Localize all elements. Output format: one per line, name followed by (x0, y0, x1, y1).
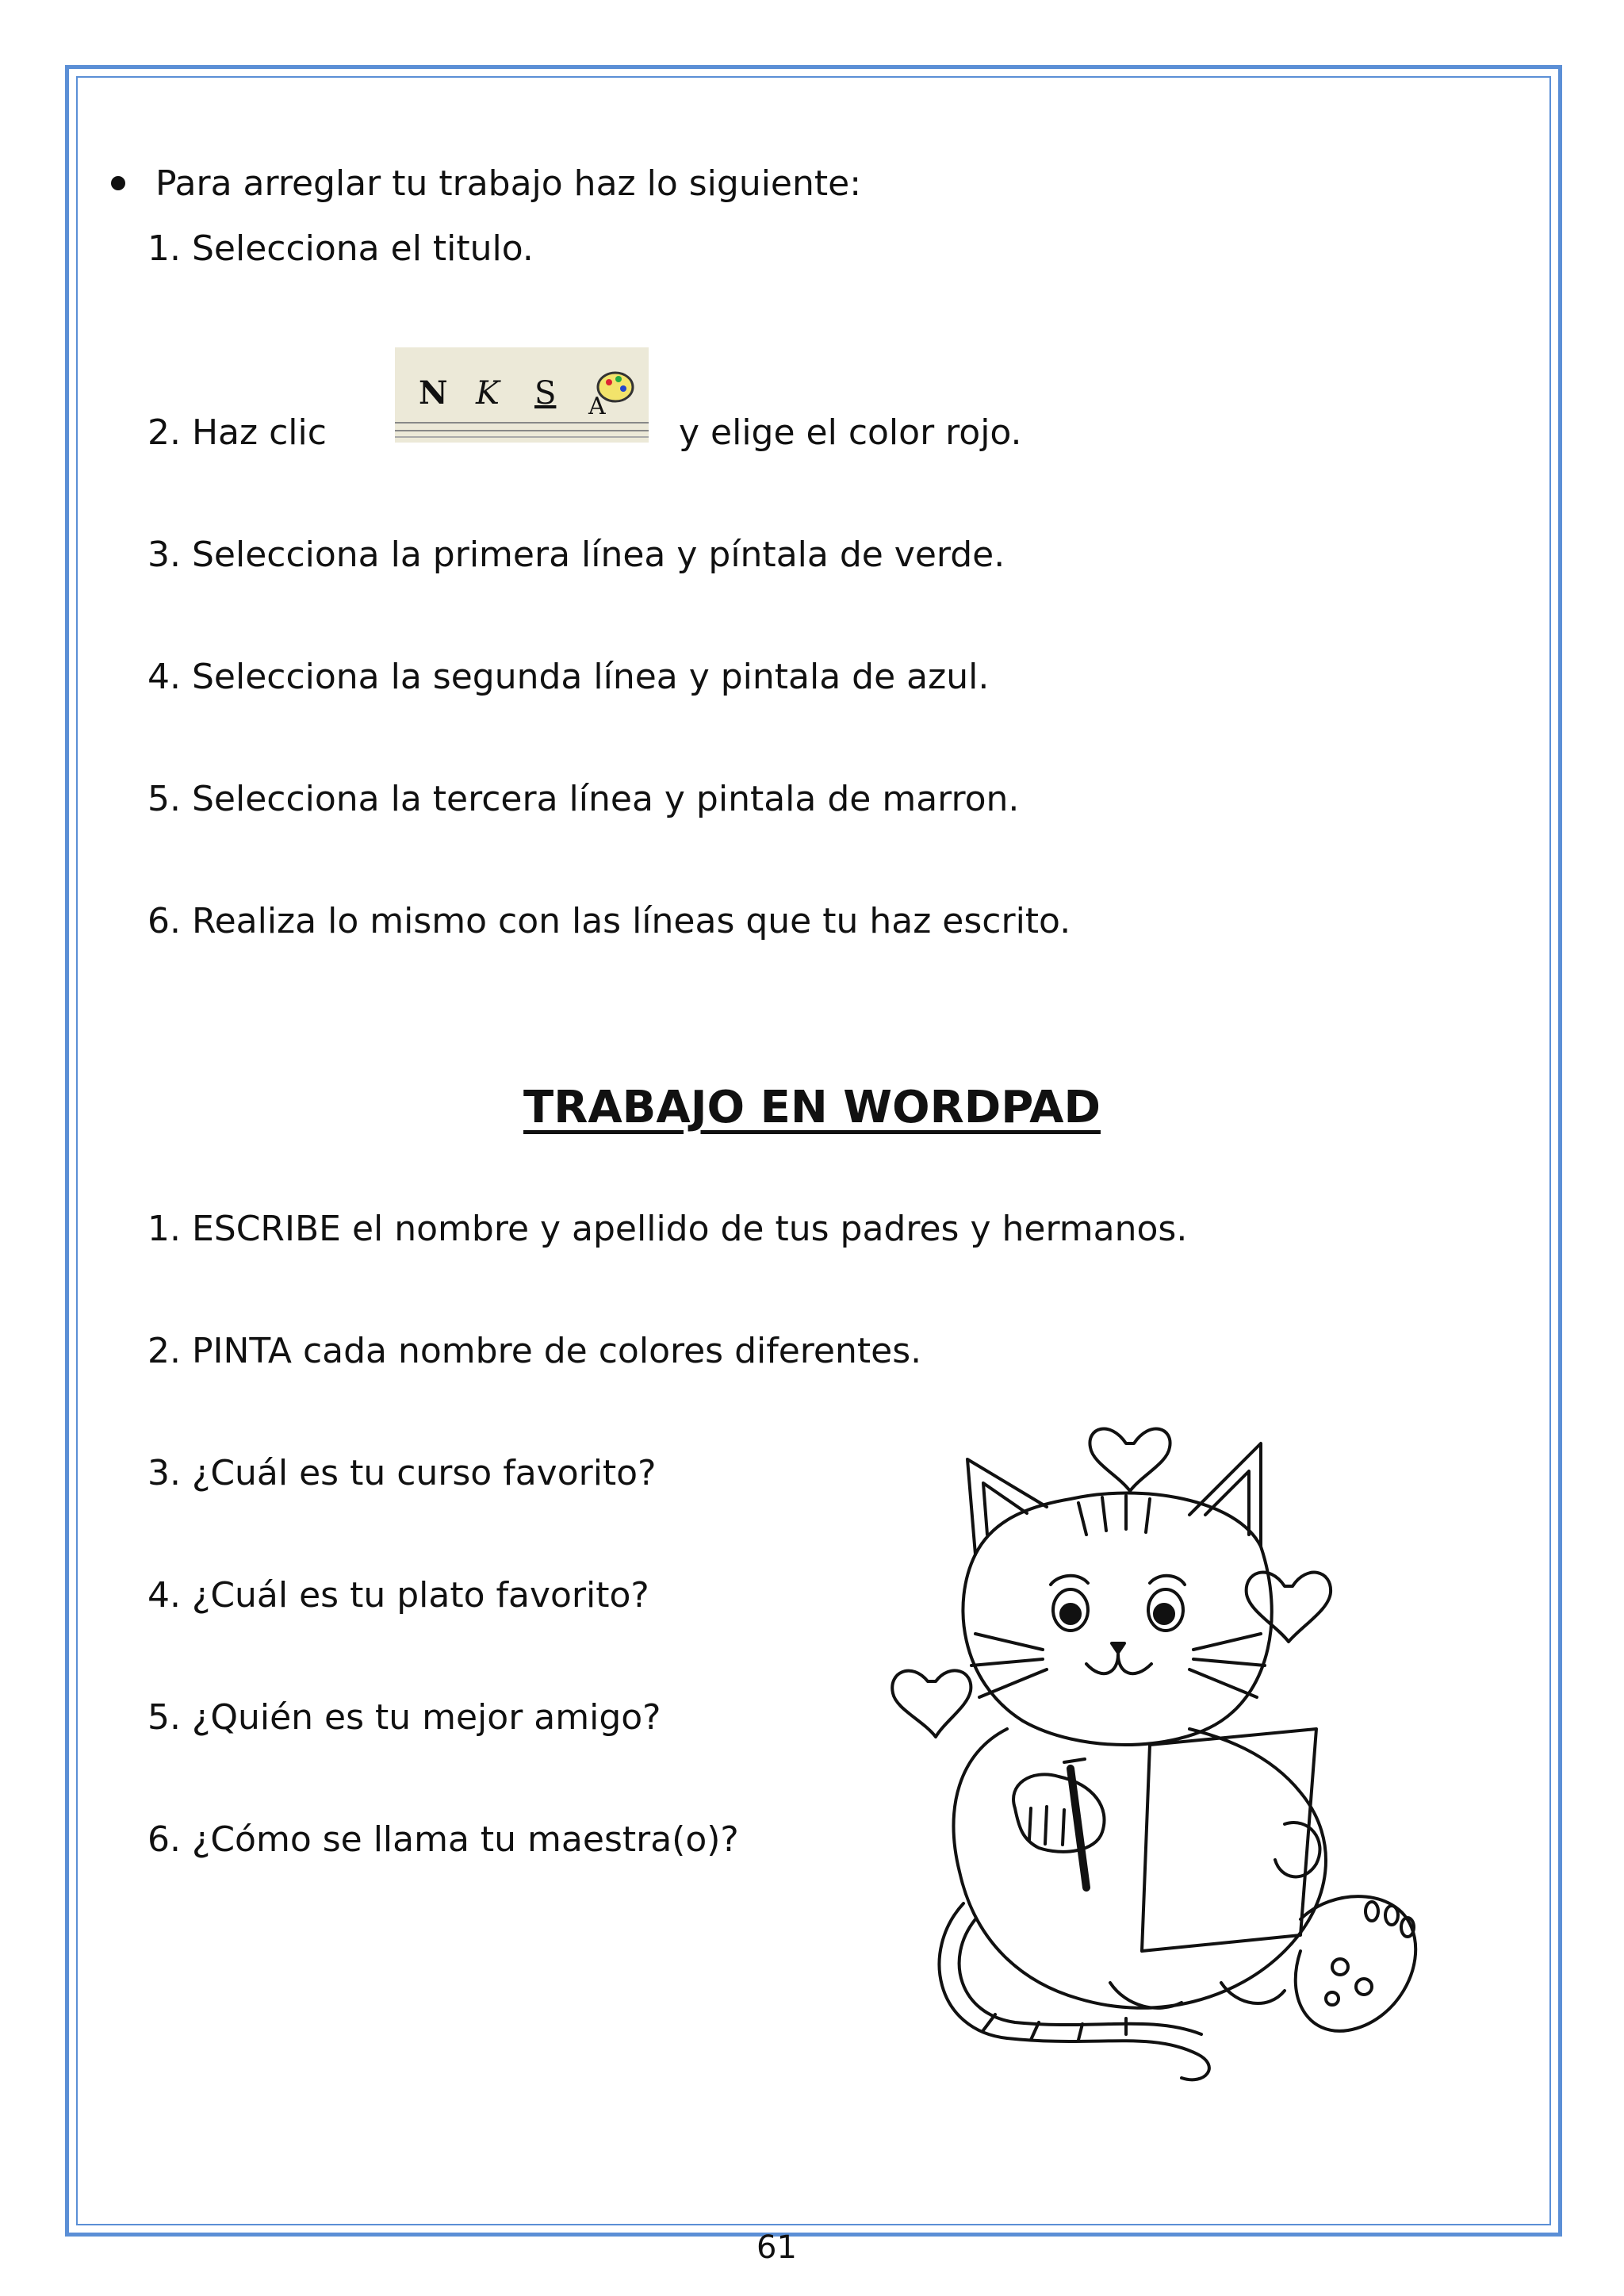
intro-text: Para arreglar tu trabajo haz lo siguiente: (155, 163, 862, 204)
svg-text:A: A (588, 393, 606, 416)
heart-icon (1247, 1572, 1331, 1642)
section-heading: TRABAJO EN WORDPAD (523, 1082, 1101, 1133)
bullet (111, 176, 125, 190)
heart-icon (892, 1670, 971, 1737)
step-2: 2. Haz clic (147, 412, 327, 453)
bold-button[interactable]: N (419, 374, 448, 412)
task-2: 2. PINTA cada nombre de colores diferentes. (147, 1331, 922, 1371)
format-toolbar (393, 346, 649, 443)
heart-icon (1090, 1428, 1170, 1491)
task-1: 1. ESCRIBE el nombre y apellido de tus padres y hermanos. (147, 1209, 1188, 1249)
task-5: 5. ¿Quién es tu mejor amigo? (147, 1697, 661, 1738)
step-6: 6. Realiza lo mismo con las líneas que tu haz escrito. (147, 901, 1071, 941)
step-1: 1. Selecciona el titulo. (147, 228, 534, 269)
cat-illustration (888, 1396, 1459, 2094)
underline-button[interactable]: S (534, 375, 557, 412)
step-5: 5. Selecciona la tercera línea y pintala de marron. (147, 779, 1020, 819)
step-2-continued: y elige el color rojo. (679, 412, 1022, 453)
italic-button[interactable]: K (476, 375, 500, 412)
step-3: 3. Selecciona la primera línea y píntala de verde. (147, 535, 1005, 575)
step-4: 4. Selecciona la segunda línea y pintala de azul. (147, 657, 990, 697)
page-number: 61 (756, 2229, 797, 2266)
task-3: 3. ¿Cuál es tu curso favorito? (147, 1453, 657, 1493)
task-6: 6. ¿Cómo se llama tu maestra(o)? (147, 1819, 739, 1860)
task-4: 4. ¿Cuál es tu plato favorito? (147, 1575, 649, 1616)
font-color-icon[interactable] (585, 368, 638, 416)
